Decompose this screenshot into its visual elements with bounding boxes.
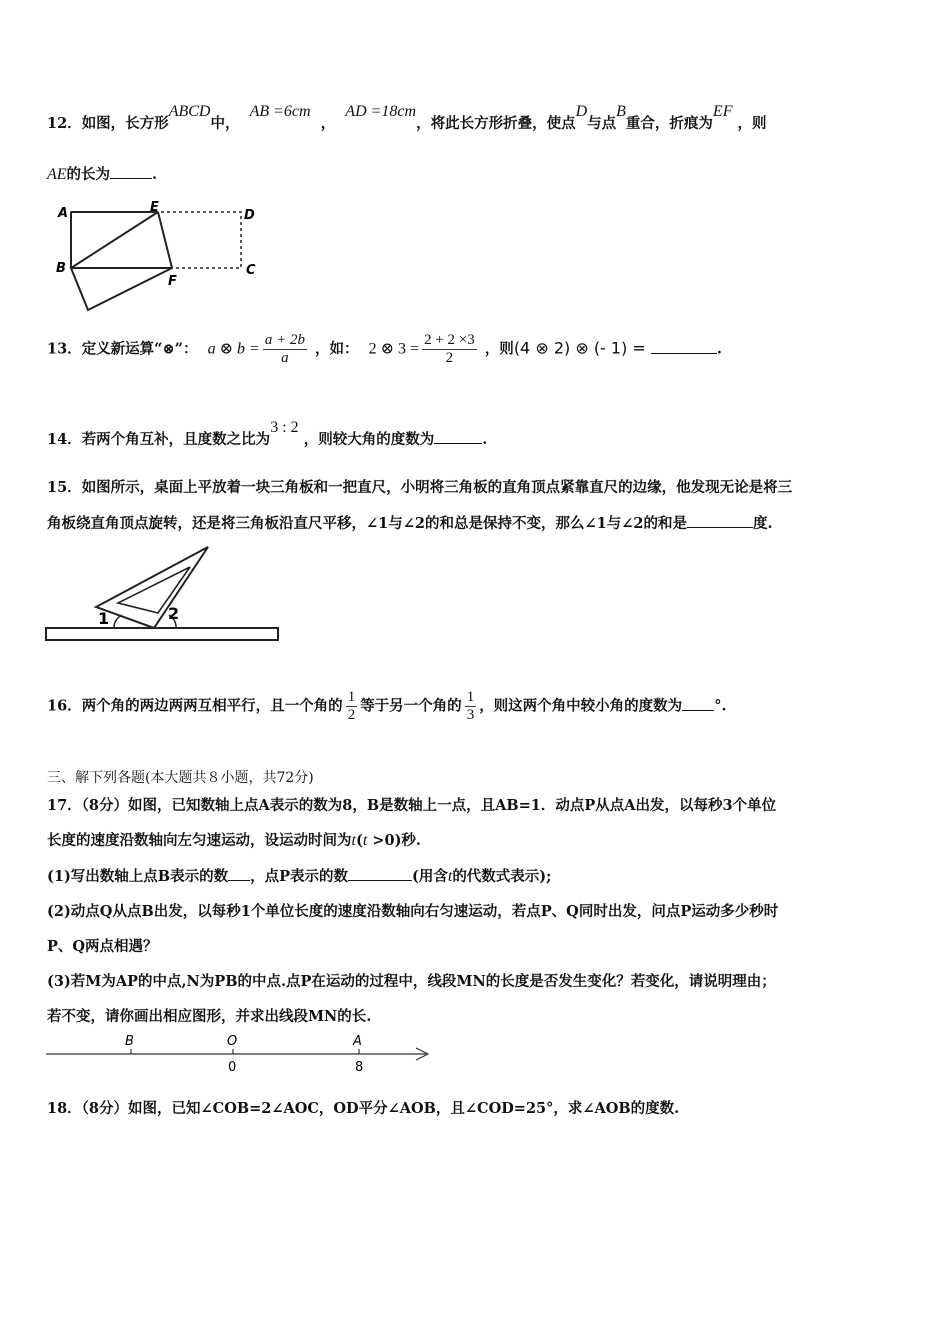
q16-answer-blank[interactable]: [682, 698, 714, 711]
q12-line1: [47, 103, 767, 133]
q17-part2-line2: [47, 935, 158, 956]
q14-answer-blank[interactable]: [434, 431, 482, 444]
q16-number: 16．: [47, 697, 82, 715]
q15-figure: [44, 543, 284, 643]
q13-text: .: [716, 340, 722, 358]
q12-math-ef: EF: [712, 103, 733, 120]
q13-example-lhs: 2 ⊗ 3 =: [368, 340, 420, 358]
q13-text: ，则: [484, 340, 514, 358]
q12-number: 12．: [47, 115, 82, 132]
q14-number: 14．: [47, 431, 82, 448]
q12-text: 中，: [210, 115, 240, 132]
q16-text: ，则这两个角中较小角的度数为: [479, 697, 683, 715]
q12-text: ，则: [737, 115, 767, 132]
q13-example-fraction: [422, 332, 477, 367]
q12-fig-label-c: C: [246, 263, 256, 278]
section-3-heading: [47, 767, 314, 787]
q17-text: 的代数式表示);: [452, 868, 552, 885]
q17-line1: [47, 794, 776, 815]
q14-text: ，则较大角的度数为: [303, 431, 435, 448]
q12-line2: [47, 163, 157, 184]
q17-axis-tick-8: 8: [355, 1060, 364, 1075]
q13-expression: (4 ⊗ 2) ⊗ (- 1) =: [513, 338, 646, 358]
q12-figure: [50, 200, 270, 315]
q12-answer-blank[interactable]: [110, 166, 152, 179]
q17-text: P、Q两点相遇？: [47, 938, 158, 955]
q12-text: 的长为: [66, 166, 111, 183]
q16-line: [47, 689, 727, 724]
q12-text: 如图，长方形: [81, 115, 169, 132]
q12-math-abcd: ABCD: [168, 103, 211, 120]
q17-part3-line2: [47, 1005, 371, 1026]
q16-fraction-half: [346, 689, 358, 724]
q16-fraction-numerator: 1: [466, 689, 475, 705]
q18-text: 18．（8分）如图，已知∠COB=2∠AOC，OD平分∠AOB，且∠COD=25°，求∠AOB的度数.: [47, 1100, 680, 1117]
q17-text: (2)动点Q从点B出发，以每秒1个单位长度的速度沿数轴向右匀速运动，若点P、Q同时出发，问点P运动多少秒时: [47, 903, 779, 920]
q17-p-answer-blank[interactable]: [348, 868, 412, 881]
q13-def-fraction: [263, 332, 307, 367]
q13-number: 13．: [47, 340, 82, 358]
q16-text: 两个角的两边两两互相平行，且一个角的: [81, 697, 343, 715]
q17-text: (1)写出数轴上点B表示的数: [47, 868, 229, 885]
q17-number-line: [44, 1030, 444, 1078]
q16-fraction-numerator: 1: [347, 689, 356, 705]
q17-axis-tick-0: 0: [228, 1060, 237, 1075]
q12-math-ae: AE: [47, 166, 67, 183]
q12-fig-label-e: E: [150, 200, 159, 215]
q12-text: 重合，折痕为: [625, 115, 713, 132]
q13-answer-blank[interactable]: [651, 341, 717, 354]
q14-line: [47, 419, 488, 449]
q12-math-b: B: [616, 103, 626, 120]
q12-text: .: [152, 166, 158, 183]
q16-fraction-denominator: 3: [466, 707, 475, 723]
q17-math-t: t: [362, 832, 368, 849]
q17-text: ，点P表示的数: [250, 868, 348, 885]
q17-text: 17．（8分）如图，已知数轴上点A表示的数为8，B是数轴上一点，且AB=1．动点P从点A出发，以每秒3个单位: [47, 797, 777, 814]
q13-example-denominator: 2: [445, 350, 454, 366]
q16-fraction-third: [465, 689, 477, 724]
q17-math-t: t: [447, 868, 453, 885]
q15-line1: [47, 476, 792, 497]
q16-text: °.: [714, 697, 727, 715]
q17-text: (3)若M为AP的中点,N为PB的中点.点P在运动的过程中，线段MN的长度是否发生变化？若变化，请说明理由；: [47, 973, 776, 990]
q15-answer-blank[interactable]: [687, 515, 753, 528]
q17-axis-label-a: A: [353, 1034, 362, 1049]
q15-text: 如图所示，桌面上平放着一块三角板和一把直尺，小明将三角板的直角顶点紧靠直尺的边缘，他发现无论是将三: [81, 479, 793, 496]
q15-angle1-label: 1: [98, 609, 110, 628]
q14-ratio: 3 : 2: [270, 419, 299, 436]
q12-math-ab: AB =6cm: [249, 103, 311, 120]
q16-fraction-denominator: 2: [347, 707, 356, 723]
q17-axis-label-o: O: [227, 1034, 238, 1049]
q13-example-numerator: 2 + 2 ×3: [424, 332, 475, 348]
q12-math-d: D: [575, 103, 588, 120]
q13-text: 定义新运算“⊗”：: [81, 340, 198, 358]
q17-part1: [47, 865, 552, 886]
q15-number: 15．: [47, 479, 82, 496]
section-3-title: 三、解下列各题(本大题共８小题，共72分): [47, 770, 314, 786]
q12-fig-label-f: F: [168, 274, 177, 289]
q13-line: [47, 332, 722, 367]
q14-text: .: [482, 431, 488, 448]
q17-math-t: t: [351, 832, 356, 849]
q18-line: [47, 1097, 679, 1118]
q12-fig-label-d: D: [244, 208, 255, 223]
q12-math-ad: AD =18cm: [345, 103, 417, 120]
q12-fig-label-b: B: [56, 261, 66, 276]
q12-text: 与点: [587, 115, 617, 132]
q12-text: ，: [320, 115, 336, 132]
q17-text: 若不变，请你画出相应图形，并求出线段MN的长.: [47, 1008, 372, 1025]
q17-line2: [47, 829, 421, 850]
q15-angle2-label: 2: [168, 604, 180, 623]
q12-fig-label-a: A: [58, 206, 69, 221]
q17-axis-label-b: B: [125, 1034, 134, 1049]
q17-part3-line1: [47, 970, 776, 991]
q17-text: (: [355, 832, 363, 849]
q17-part2-line1: [47, 900, 778, 921]
q17-b-answer-blank[interactable]: [228, 868, 250, 881]
q13-def-lhs: a ⊗ b =: [207, 340, 260, 358]
q17-text: >0)秒.: [367, 832, 421, 849]
q14-text: 若两个角互补，且度数之比为: [81, 431, 271, 448]
q13-def-numerator: a + 2b: [264, 332, 305, 348]
q17-text: 长度的速度沿数轴向左匀速运动，设运动时间为: [47, 832, 352, 849]
q15-text: 角板绕直角顶点旋转，还是将三角板沿直尺平移，∠1与∠2的和总是保持不变，那么∠1与∠2的和是: [47, 515, 687, 532]
q13-def-denominator: a: [281, 350, 289, 366]
q12-text: ，将此长方形折叠，使点: [416, 115, 576, 132]
q13-text: ，如：: [315, 340, 359, 358]
q15-line2: [47, 512, 773, 533]
q17-text: (用含: [411, 868, 448, 885]
q16-text: 等于另一个角的: [360, 697, 462, 715]
q15-text: 度.: [752, 515, 773, 532]
